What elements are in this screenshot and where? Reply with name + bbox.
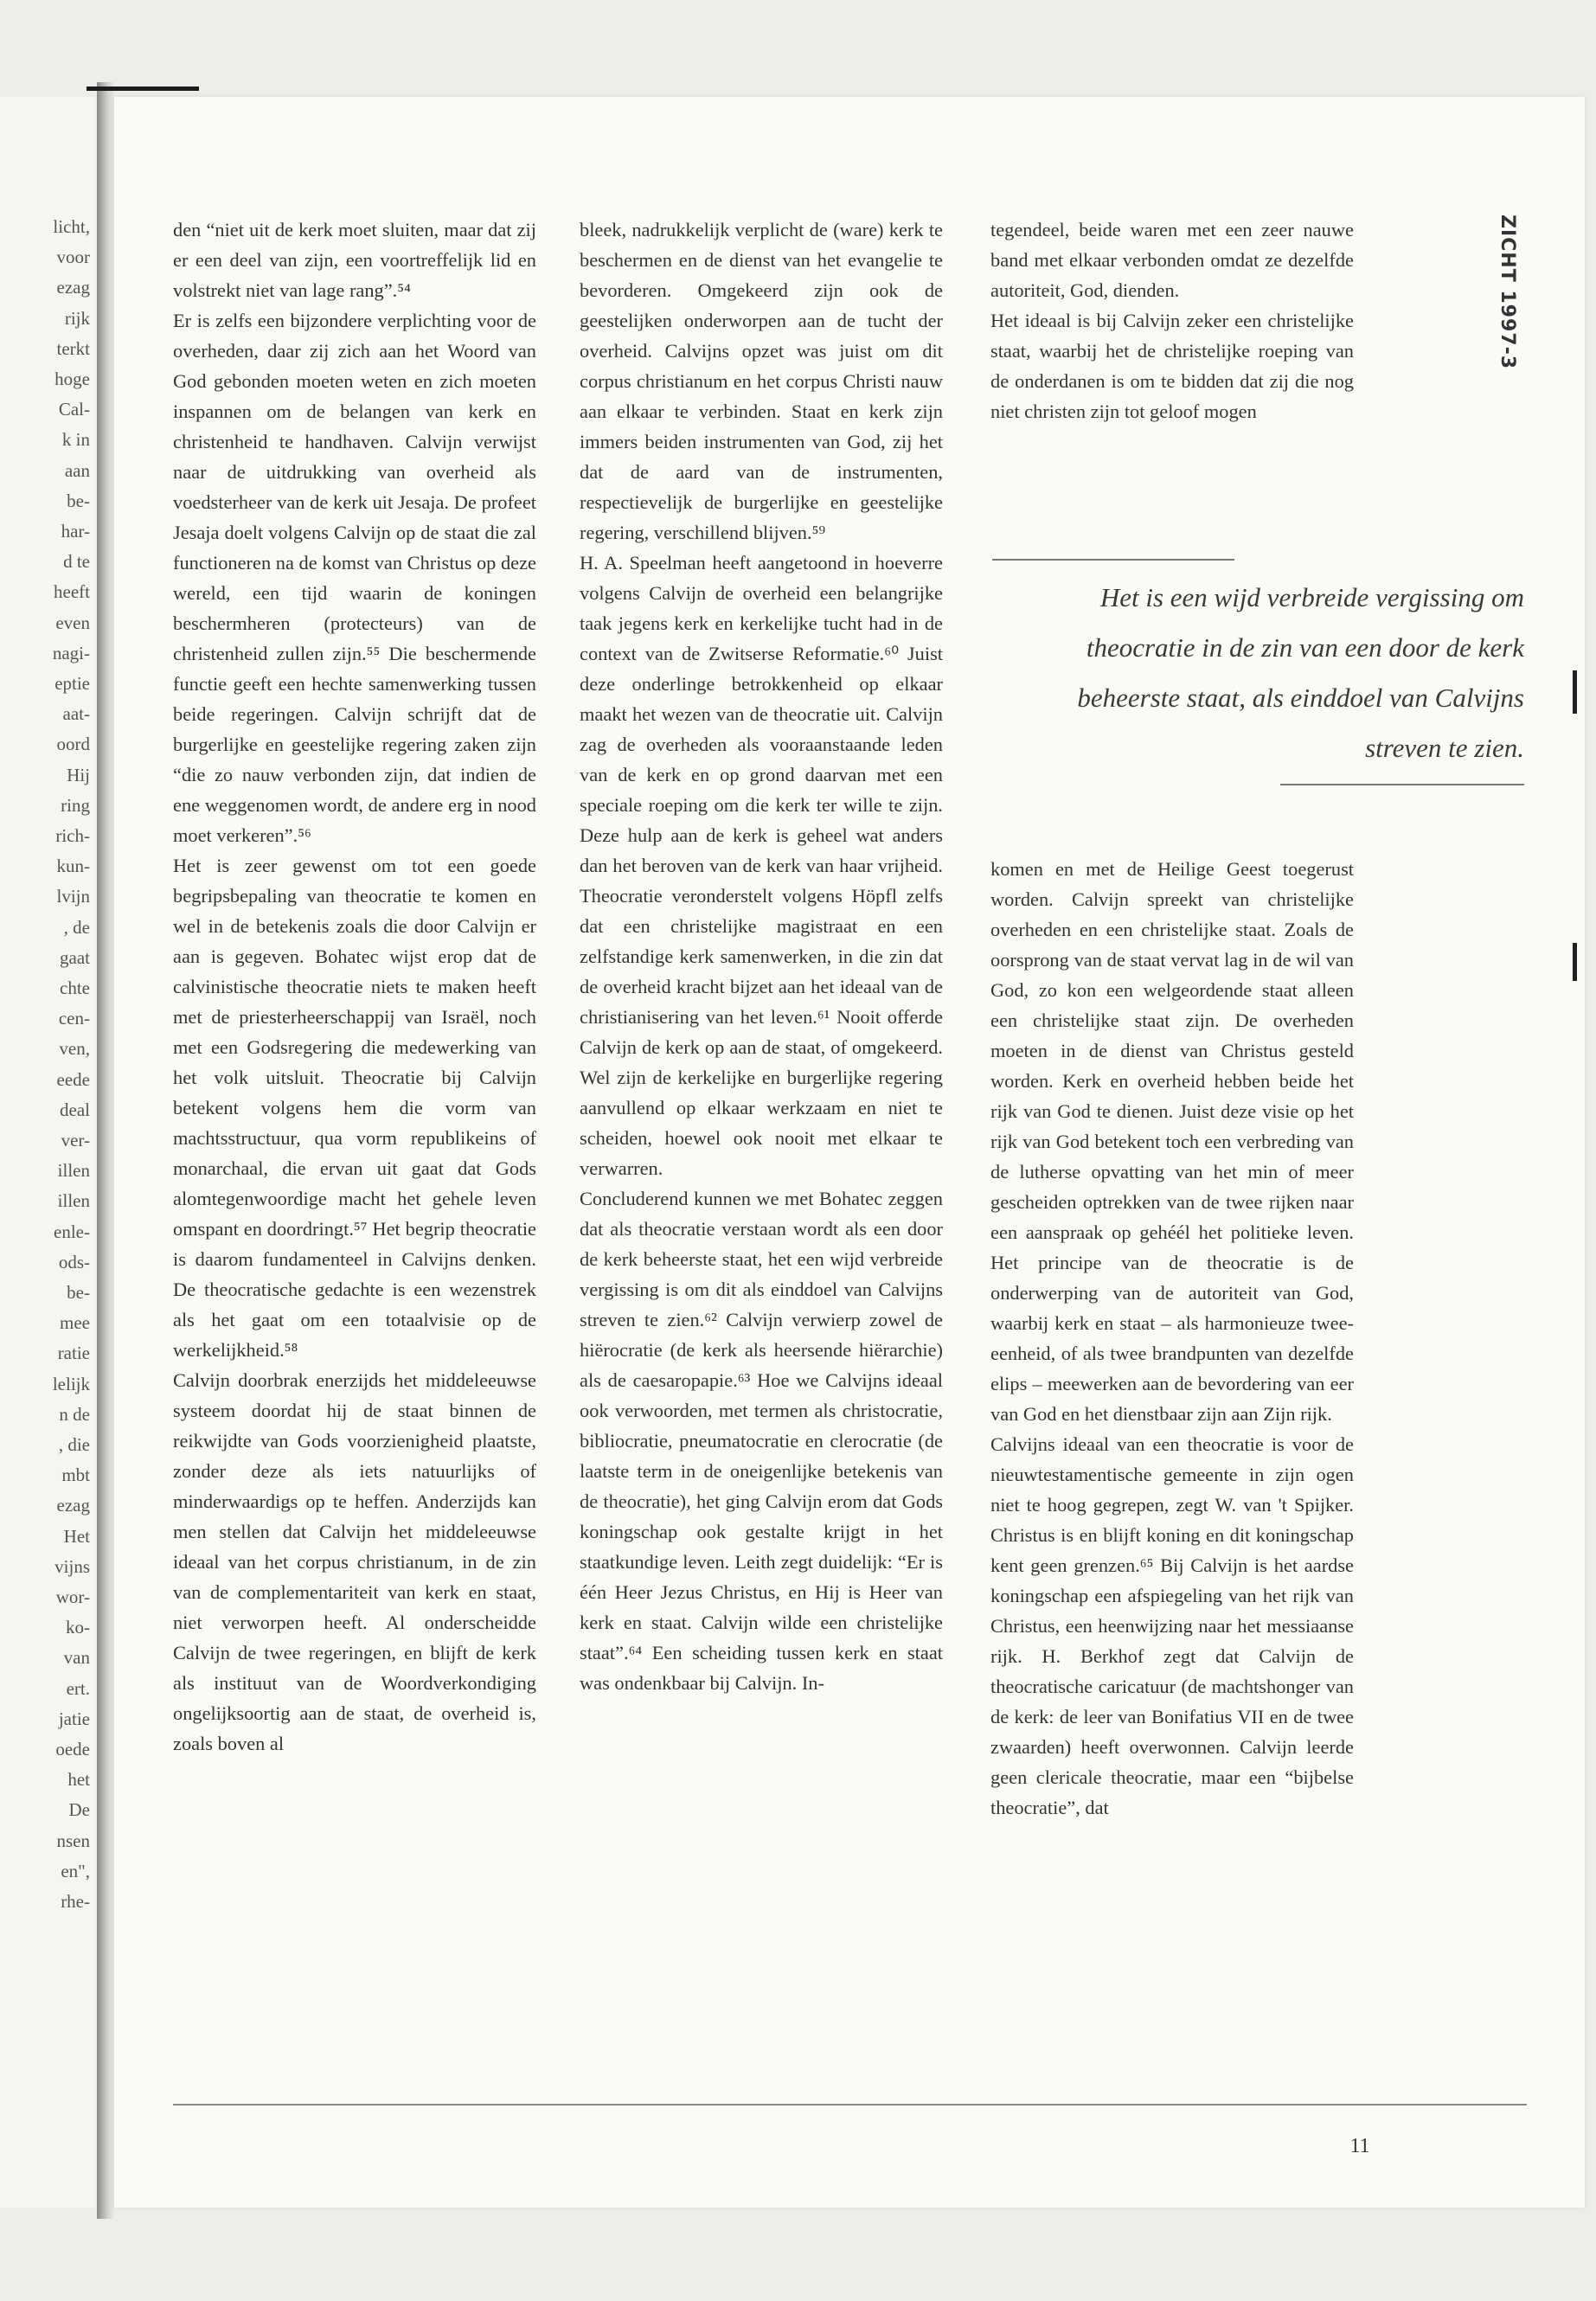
facing-page-fragment: deal <box>60 1099 90 1120</box>
facing-page-fragment: het <box>67 1769 90 1791</box>
edge-mark <box>1573 670 1577 714</box>
facing-page-fragment: oede <box>55 1739 90 1759</box>
paragraph: den “niet uit de kerk moet sluiten, maar dat zij er een deel van zijn, een voortreffelijk lid en volstrekt niet van lage rang”.⁵⁴ <box>173 219 536 301</box>
journal-issue-label: ZICHT 1997-3 <box>1497 215 1518 370</box>
facing-page-fragment: enle- <box>54 1221 90 1242</box>
paragraph: Het ideaal is bij Calvijn zeker een christelijke staat, waarbij het de christelijke roeping van de onderdanen is om te bidden dat zij die nog niet christen zijn tot geloof mogen <box>990 310 1354 422</box>
facing-page-fragment: ven, <box>59 1038 90 1060</box>
facing-page-fragment: n de <box>59 1403 90 1425</box>
facing-page-fragment: oord <box>56 734 90 755</box>
facing-page-fragment: mee <box>60 1312 90 1334</box>
facing-page-fragment: nagi- <box>52 642 90 663</box>
facing-page-fragment: mbt <box>61 1465 90 1486</box>
facing-page-fragment: heeft <box>54 581 90 603</box>
facing-page-fragment: Cal- <box>58 399 90 420</box>
facing-page-fragment: rijk <box>64 307 90 329</box>
facing-page-fragment: even <box>55 612 90 633</box>
paragraph: Er is zelfs een bijzondere verplichting voor de overheden, daar zij zich aan het Woord van God gebonden moeten weten en zich moeten inspannen om de belangen van kerk en christenheid te handhaven. Calvijn verwijst naar de uitdrukking van overheid als voedsterheer van de kerk uit Jesaja. De profeet Jesaja doelt volgens Calvijn op de staat die zal functioneren na de komst van Christus op deze wereld, een tijd waarin de koningen beschermheren (protecteurs) van de christenheid zullen zijn.⁵⁵ Die beschermende functie geeft een hechte samenwerking tussen beide regeringen. Calvijn schrijft dat de burgerlijke en geestelijke regering zaken zijn “die zo nauw verbonden zijn, dat indien de ene weggenomen wordt, de andere erg in nood moet verkeren”.⁵⁶ <box>173 310 536 846</box>
paragraph: bleek, nadrukkelijk verplicht de (ware) kerk te beschermen en de dienst van het evangelie te bevorderen. Omgekeerd zijn ook de geestelijken onderworpen aan de tucht der overheid. Calvijns opzet was juist om dit corpus christianum en het corpus Christi nauw aan elkaar te verbinden. Staat en kerk zijn immers beiden instrumenten van God, zij het dat de aard van de instrumenten, respectievelijk de burgerlijke en geestelijke regering, verschillend blijven.⁵⁹ <box>580 219 943 543</box>
facing-page-fragment: ratie <box>57 1343 90 1364</box>
facing-page-fragment: ver- <box>61 1130 90 1150</box>
edge-mark <box>1573 943 1577 981</box>
page-number: 11 <box>1349 2135 1370 2157</box>
text-column-3-bottom <box>990 854 1354 1823</box>
footer-rule <box>173 2104 1527 2106</box>
text-column-2 <box>580 215 943 1698</box>
facing-page-fragment: De <box>68 1799 90 1821</box>
facing-page-fragment: licht, <box>53 216 90 237</box>
facing-page-fragment: kun- <box>56 856 90 877</box>
facing-page-fragment: be- <box>67 1282 90 1303</box>
facing-page-fragment: ko- <box>66 1617 90 1638</box>
facing-page-fragment: ezag <box>56 277 90 298</box>
paragraph: komen en met de Heilige Geest toegerust worden. Calvijn spreekt van christelijke overheden en een christelijke staat. Zoals de oorsprong van de staat vervat lag in de wil van God, zo kon een welgeordende staat alleen een christelijke staat zijn. De overheden moeten in de dienst van Christus gesteld worden. Kerk en overheid hebben beide het rijk van God te dienen. Juist deze visie op het rijk van God betekent toch een verbreding van de lutherse opvatting van het min of meer gescheiden optrekken van de twee rijken naar een aanspraak op gehéél het politieke leven. Het principe van de theocratie is de onderwerping van de autoriteit van God, waarbij kerk en staat – als harmonieuze twee-eenheid, of als twee brandpunten van dezelfde elips – meewerken aan de bevordering van eer van God en het dienstbaar zijn aan Zijn rijk. <box>990 858 1354 1425</box>
facing-page-fragment: illen <box>57 1190 90 1212</box>
facing-page-fragment: lvijn <box>56 886 90 907</box>
pull-quote-rule-top <box>992 559 1234 561</box>
facing-page-fragment: Hij <box>67 764 90 785</box>
facing-page-fragment: illen <box>57 1160 90 1182</box>
facing-page-fragment: be- <box>67 490 90 511</box>
facing-page-fragment: ert. <box>66 1677 90 1699</box>
facing-page-fragment: voor <box>56 247 90 268</box>
facing-page-fragment: hoge <box>54 369 90 389</box>
facing-page-fragment: ezag <box>56 1495 90 1516</box>
paragraph: Concluderend kunnen we met Bohatec zeggen dat als theocratie verstaan wordt als een door de kerk beheerste staat, het een wijd verbreide vergissing is om dit als einddoel van Calvijns streven te zien.⁶² Calvijn verwierp zowel de hiërocratie (de kerk als heersende hiërarchie) als de caesaropapie.⁶³ Hoe we Calvijns ideaal ook verwoorden, met termen als christocratie, bibliocratie, pneumatocratie en clerocratie (de laatste term in de oneigenlijke betekenis van de theocratie), het ging Calvijn erom dat Gods koningschap ook gestalte krijgt in het staatkundige leven. Leith zegt duidelijk: “Er is één Heer Jezus Christus, en Hij is Heer van kerk en staat. Calvijn wilde een christelijke staat”.⁶⁴ Een scheiding tussen kerk en staat was ondenkbaar bij Calvijn. In- <box>580 1188 943 1694</box>
facing-page-fragment: , de <box>63 916 90 938</box>
facing-page-fragment: d te <box>63 551 90 573</box>
facing-page-fragment: van <box>63 1647 90 1669</box>
facing-page-fragment: gaat <box>60 946 90 968</box>
facing-page-fragment: lelijk <box>52 1373 90 1394</box>
text-column-1 <box>173 215 536 1759</box>
facing-page-fragment: aan <box>64 459 90 481</box>
facing-page-fragment: eptie <box>54 673 90 694</box>
facing-page-fragment: jatie <box>58 1708 90 1729</box>
top-edge-mark <box>87 87 199 91</box>
facing-page-fragment: cen- <box>58 1008 90 1029</box>
facing-page-fragment: Het <box>63 1525 90 1547</box>
paragraph: H. A. Speelman heeft aangetoond in hoeverre volgens Calvijn de overheid een belangrijke taak jegens kerk en kerkelijke tucht had in de context van de Zwitserse Reformatie.⁶⁰ Juist deze onderlinge betrokkenheid op elkaar maakt het wezen van de theocratie uit. Calvijn zag de overheden als vooraanstaande leden van de kerk en op grond daarvan met een speciale roeping om die kerk ter wille te zijn. Deze hulp aan de kerk is geheel wat anders dan het beroven van de kerk van haar vrijheid. Theocratie veronderstelt volgens Höpfl zelfs dat een christelijke magistraat en een zelfstandige kerk samenwerken, in die zin dat de overheid kracht bijzet aan het ideaal van de christianisering van het leven.⁶¹ Nooit offerde Calvijn de kerk op aan de staat, of omgekeerd. Wel zijn de kerkelijke en burgerlijke regering aanvullend op elkaar werkzaam en niet te scheiden, hoewel ook nooit met elkaar te verwarren. <box>580 552 943 1179</box>
pull-quote-rule-bottom <box>1280 784 1524 785</box>
facing-page-fragment: terkt <box>56 337 90 359</box>
facing-page-fragment: en", <box>61 1860 90 1881</box>
facing-page-fragment: k in <box>61 429 90 451</box>
paragraph: Het is zeer gewenst om tot een goede begripsbepaling van theocratie te komen en wel in de betekenis zoals die door Calvijn er aan is gegeven. Bohatec wijst erop dat de calvinistische theocratie niets te maken heeft met de priesterheerschappij van Israël, noch met een Godsregering die medewerking van het volk uitsluit. Theocratie bij Calvijn betekent volgens hem die vorm van machtsstructuur, qua vorm republikeins of monarchaal, die ervan uit gaat dat Gods alomtegenwoordige macht het gehele leven omspant en doordringt.⁵⁷ Het begrip theocratie is daarom fundamenteel in Calvijns denken. De theocratische gedachte is een wezenstrek als het gaat om een totaalvisie op de werkelijkheid.⁵⁸ <box>173 855 536 1361</box>
facing-page-fragment: vijns <box>54 1555 90 1577</box>
facing-page-fragment: wor- <box>55 1586 90 1607</box>
paragraph: Calvijns ideaal van een theocratie is voor de nieuwtestamentische gemeente in zijn ogen niet te hoog gegrepen, zegt W. van 't Spijker. Christus is en blijft koning en dit koningschap kent geen grenzen.⁶⁵ Bij Calvijn is het aardse koningschap een afspiegeling van het rijk van Christus, een heenwijzing naar het messiaanse rijk. H. Berkhof zegt dat Calvijn de theocratische caricatuur (de machtshonger van de kerk: de leer van Bonifatius VII en de twee zwaarden) heeft overwonnen. Calvijn leerde geen clericale theocratie, maar een “bijbelse theocratie”, dat <box>990 1433 1354 1818</box>
text-column-3-top <box>990 215 1354 426</box>
facing-page-fragment: nsen <box>56 1830 90 1851</box>
facing-page-fragment: chte <box>60 977 90 998</box>
paragraph: Calvijn doorbrak enerzijds het middeleeuwse systeem doordat hij de staat binnen de reikwijdte van Gods voorzienigheid plaatste, zonder deze als iets natuurlijks of minderwaardigs op te heffen. Anderzijds kan men stellen dat Calvijn het middeleeuwse ideaal van het corpus christianum, in de zin van de complementariteit van kerk en staat, niet verworpen heeft. Al onderscheidde Calvijn de twee regeringen, en blijft de kerk als instituut van de Woordverkondiging ongelijksoortig aan de staat, de overheid is, zoals boven al <box>173 1369 536 1754</box>
facing-page-fragment: rich- <box>55 825 90 846</box>
facing-page-fragment: ods- <box>58 1251 90 1272</box>
facing-page-fragment: aat- <box>62 703 90 725</box>
facing-page-fragment: har- <box>61 521 90 542</box>
pull-quote: Het is een wijd verbreide vergissing om theocratie in de zin van een door de kerk beheerste staat, als einddoel van Calvijns streven te zien. <box>1077 582 1524 763</box>
facing-page-fragment: ring <box>61 794 90 816</box>
facing-page-fragment: , die <box>58 1434 90 1455</box>
paragraph: tegendeel, beide waren met een zeer nauwe band met elkaar verbonden omdat ze dezelfde autoriteit, God, dienden. <box>990 219 1354 301</box>
facing-page-fragment: eede <box>56 1068 90 1090</box>
facing-page-fragment: rhe- <box>61 1891 90 1912</box>
